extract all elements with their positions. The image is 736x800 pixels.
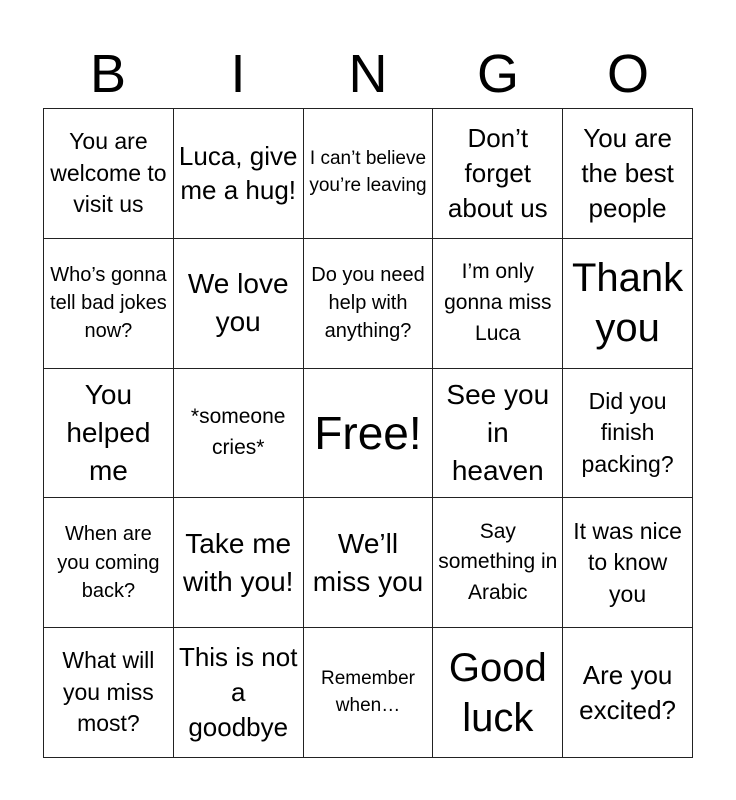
bingo-board [43, 108, 693, 758]
cell-text: I can’t believe you’re leaving [309, 148, 427, 197]
bingo-cell [433, 369, 563, 499]
bingo-cell [304, 239, 434, 369]
bingo-cell [433, 109, 563, 239]
bingo-cell [304, 628, 434, 758]
cell-text: Good luck [448, 645, 547, 740]
bingo-cell [174, 628, 304, 758]
cell-text: Don’t forget about us [447, 123, 548, 223]
bingo-cell [174, 369, 304, 499]
header-letter-g: G [476, 44, 519, 104]
bingo-cell [174, 109, 304, 239]
header-letter-i: I [230, 44, 246, 104]
cell-text: You are the best people [581, 123, 674, 223]
bingo-cell [174, 498, 304, 628]
cell-text: You are welcome to visit us [50, 128, 167, 218]
cell-text: Do you need help with anything? [311, 263, 425, 343]
cell-text: Did you finish packing? [581, 387, 674, 477]
cell-text: *someone cries* [190, 405, 286, 459]
cell-text: Thank you [572, 256, 684, 351]
header-letter-n: N [348, 44, 388, 104]
cell-text: What will you miss most? [62, 647, 155, 737]
cell-text: Who’s gonna tell bad jokes now? [50, 263, 167, 343]
bingo-cell [433, 498, 563, 628]
bingo-cell [563, 239, 693, 369]
cell-text: Take me with you! [182, 527, 294, 597]
cell-text: You helped me [66, 378, 151, 487]
cell-text: See you in heaven [446, 378, 550, 487]
cell-text: When are you coming back? [57, 523, 160, 602]
cell-text: Are you excited? [579, 659, 677, 725]
header-letter-o: O [606, 44, 649, 104]
bingo-header [43, 40, 693, 108]
header-letter-b: B [89, 44, 127, 104]
cell-text: We’ll miss you [312, 527, 424, 597]
cell-text: Say something in Arabic [438, 519, 558, 605]
cell-text: We love you [187, 268, 289, 338]
bingo-cell [563, 369, 693, 499]
free-space-text: Free! [314, 406, 422, 459]
bingo-cell [44, 498, 174, 628]
bingo-cell [44, 239, 174, 369]
bingo-cell [304, 498, 434, 628]
cell-text: I’m only gonna miss Luca [444, 259, 552, 345]
bingo-cell [44, 628, 174, 758]
bingo-cell [563, 109, 693, 239]
cell-text: Remember when… [321, 667, 415, 716]
bingo-cell [174, 239, 304, 369]
bingo-cell [563, 628, 693, 758]
bingo-cell [433, 628, 563, 758]
cell-text: This is not a goodbye [178, 642, 298, 742]
bingo-cell [44, 109, 174, 239]
bingo-cell [44, 369, 174, 499]
bingo-cell [304, 109, 434, 239]
free-space-cell [304, 369, 434, 499]
cell-text: It was nice to know you [573, 517, 682, 607]
bingo-cell [433, 239, 563, 369]
cell-text: Luca, give me a hug! [178, 140, 298, 206]
bingo-cell [563, 498, 693, 628]
